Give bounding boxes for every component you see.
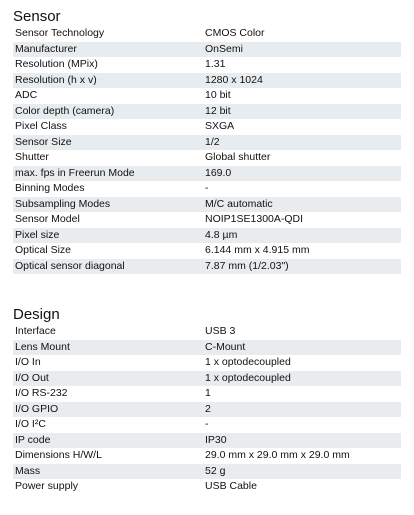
section-title: Design (13, 306, 60, 323)
spec-value: 1 x optodecoupled (205, 356, 291, 368)
table-row (13, 448, 401, 464)
sensor-section (13, 8, 401, 274)
spec-value: 7.87 mm (1/2.03") (203, 259, 401, 275)
spec-value: 1 (205, 387, 211, 399)
spec-value: 2 (203, 402, 401, 418)
spec-value: OnSemi (203, 42, 401, 58)
spec-value: 1280 x 1024 (203, 73, 401, 89)
table-row (13, 42, 401, 58)
spec-value: C-Mount (203, 340, 401, 356)
spec-label: Power supply (15, 480, 79, 492)
spec-value: 1.31 (205, 58, 226, 70)
table-row (13, 340, 401, 356)
spec-label: Manufacturer (13, 42, 203, 58)
spec-value: USB 3 (205, 325, 236, 337)
table-row (13, 135, 401, 151)
section-title: Sensor (13, 8, 61, 25)
spec-label: max. fps in Freerun Mode (13, 166, 203, 182)
spec-value: Global shutter (205, 151, 271, 163)
spec-label: Sensor Model (15, 213, 80, 225)
spec-value: - (205, 182, 209, 194)
table-row (13, 150, 401, 166)
table-row (13, 228, 401, 244)
spec-value: 52 g (203, 464, 401, 480)
table-row (13, 166, 401, 182)
spec-label: Optical sensor diagonal (13, 259, 203, 275)
table-row (13, 88, 401, 104)
spec-value: IP30 (203, 433, 401, 449)
spec-value: 10 bit (205, 89, 231, 101)
spec-label: Subsampling Modes (13, 197, 203, 213)
spec-label: Lens Mount (13, 340, 203, 356)
spec-label: Mass (13, 464, 203, 480)
table-row (13, 464, 401, 480)
spec-label: Shutter (15, 151, 49, 163)
spec-value: 4.8 µm (203, 228, 401, 244)
table-row (13, 355, 401, 371)
spec-label: ADC (15, 89, 38, 101)
table-row (13, 119, 401, 135)
spec-label: Dimensions H/W/L (15, 449, 102, 461)
spec-value: 6.144 mm x 4.915 mm (205, 244, 310, 256)
table-row (13, 259, 401, 275)
spec-value: - (205, 418, 209, 430)
spec-value: NOIP1SE1300A-QDI (205, 213, 304, 225)
spec-value: 29.0 mm x 29.0 mm x 29.0 mm (205, 449, 350, 461)
spec-value: 169.0 (203, 166, 401, 182)
table-row (13, 104, 401, 120)
table-row (13, 479, 401, 495)
spec-value: 12 bit (203, 104, 401, 120)
spec-label: Interface (15, 325, 56, 337)
spec-value: USB Cable (205, 480, 257, 492)
spec-label: Resolution (MPix) (15, 58, 98, 70)
spec-value: 1 x optodecoupled (203, 371, 401, 387)
table-row (13, 26, 401, 42)
spec-label: Binning Modes (15, 182, 85, 194)
spec-label: Optical Size (15, 244, 72, 256)
table-row (13, 181, 401, 197)
table-row (13, 402, 401, 418)
spec-label: IP code (13, 433, 203, 449)
table-row (13, 371, 401, 387)
table-row (13, 73, 401, 89)
spec-label: I/O GPIO (13, 402, 203, 418)
table-row (13, 243, 401, 259)
design-spec-table (13, 324, 401, 495)
spec-label: Sensor Size (13, 135, 203, 151)
spec-label: Pixel Class (15, 120, 67, 132)
table-row (13, 324, 401, 340)
spec-value: SXGA (205, 120, 235, 132)
design-section (13, 306, 401, 495)
table-row (13, 197, 401, 213)
table-row (13, 386, 401, 402)
spec-label: I/O I²C (15, 418, 46, 430)
table-row (13, 57, 401, 73)
spec-value: CMOS Color (205, 27, 265, 39)
spec-label: I/O RS-232 (15, 387, 68, 399)
spec-label: Sensor Technology (15, 27, 105, 39)
table-row (13, 433, 401, 449)
table-row (13, 417, 401, 433)
spec-label: Color depth (camera) (13, 104, 203, 120)
spec-value: M/C automatic (203, 197, 401, 213)
table-row (13, 212, 401, 228)
spec-label: I/O Out (13, 371, 203, 387)
sensor-spec-table (13, 26, 401, 274)
spec-label: Pixel size (13, 228, 203, 244)
spec-label: Resolution (h x v) (13, 73, 203, 89)
spec-value: 1/2 (203, 135, 401, 151)
spec-label: I/O In (15, 356, 41, 368)
